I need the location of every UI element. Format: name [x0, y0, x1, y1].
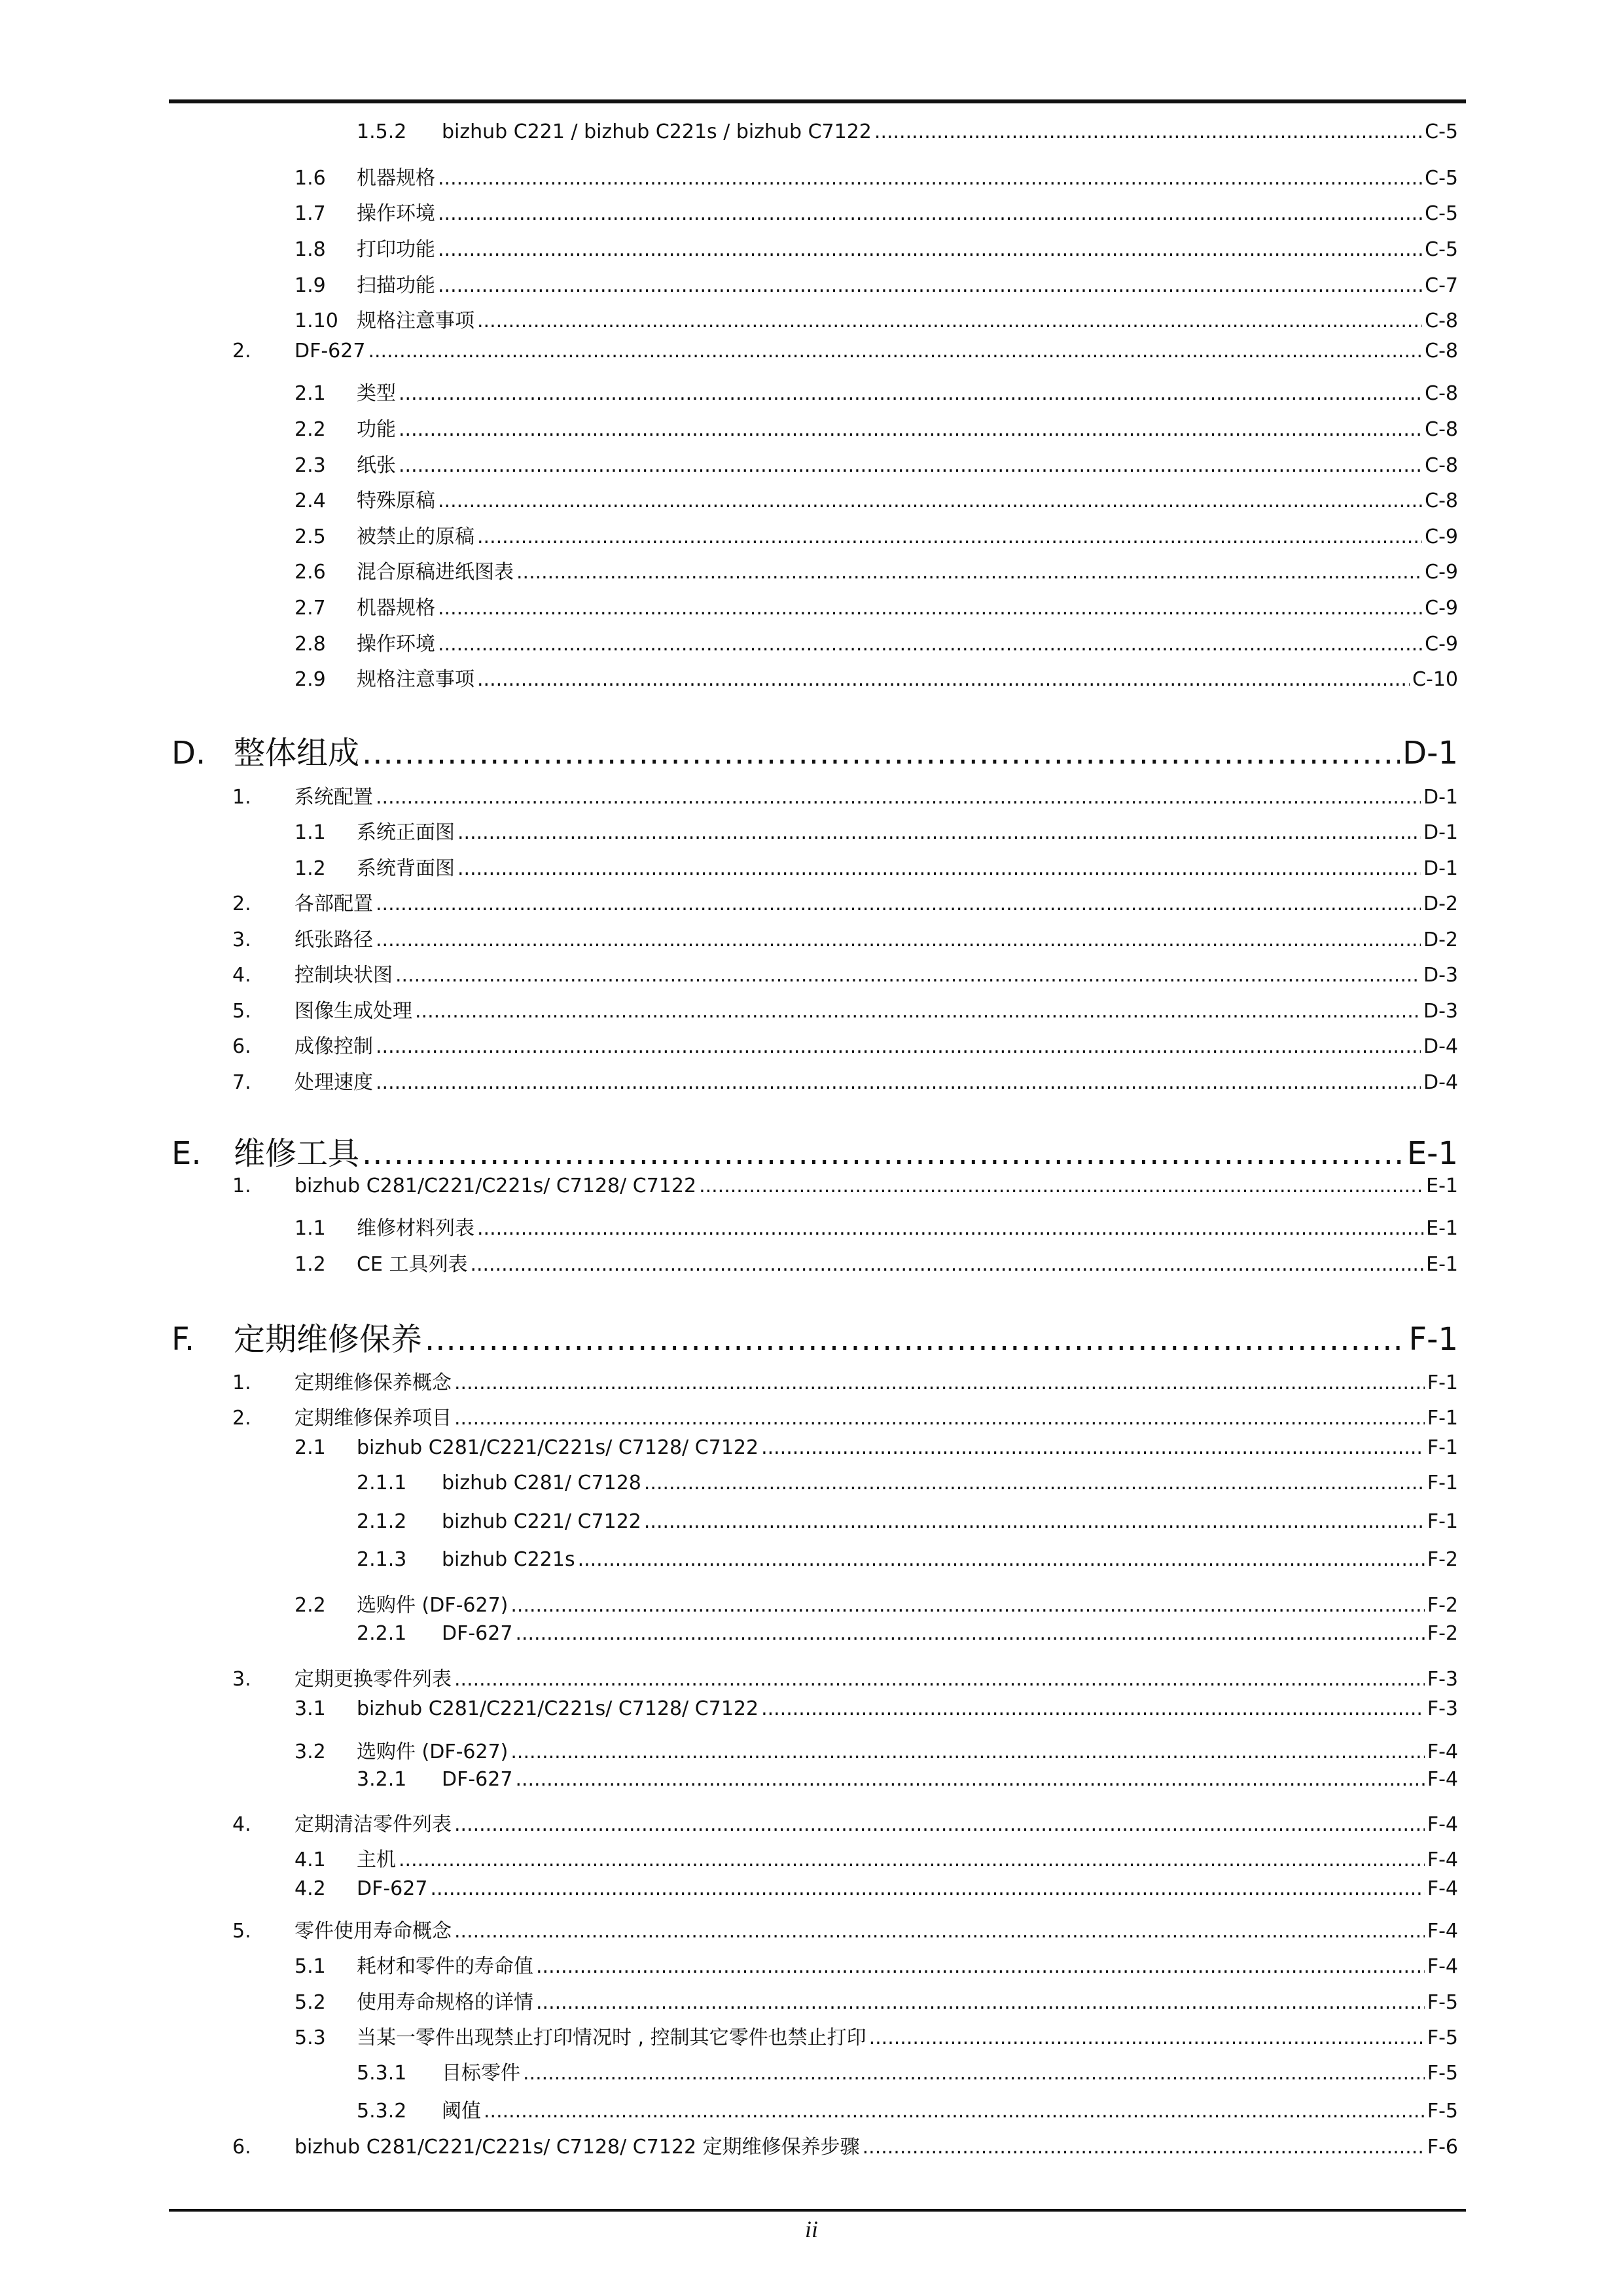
dot-leader: [362, 1135, 1404, 1172]
toc-entry[interactable]: [294, 1212, 1458, 1241]
dot-leader: [644, 1472, 1425, 1494]
toc-entry-page: C-7: [1425, 274, 1458, 297]
dot-leader: [761, 1436, 1425, 1459]
toc-entry[interactable]: [232, 1174, 1458, 1197]
toc-entry[interactable]: [232, 1808, 1458, 1837]
toc-entry-page: F-1: [1427, 1472, 1458, 1494]
toc-entry-title: bizhub C221 / bizhub C221s / bizhub C7122: [442, 120, 872, 143]
toc-entry-page: E-1: [1426, 1174, 1458, 1197]
toc-entry-title: 成像控制: [294, 1035, 373, 1058]
dot-leader: [376, 786, 1421, 809]
toc-entry-number: 7.: [232, 1071, 251, 1094]
toc-entry-page: F-4: [1427, 1848, 1458, 1871]
toc-entry-page: E-1: [1426, 1217, 1458, 1240]
toc-entry-number: 2.9: [294, 668, 326, 691]
toc-entry-page: F-1: [1427, 1510, 1458, 1533]
toc-entry[interactable]: [294, 520, 1458, 549]
toc-entry[interactable]: [294, 484, 1458, 513]
toc-entry-number: 6.: [232, 2136, 251, 2159]
toc-entry-title: 特殊原稿: [357, 489, 435, 512]
dot-leader: [438, 489, 1422, 512]
toc-entry-number: 2.: [232, 892, 251, 915]
dot-leader: [415, 1000, 1421, 1023]
toc-entry[interactable]: [357, 1510, 1458, 1533]
toc-entry-title: 定期维修保养概念: [294, 1371, 452, 1394]
toc-entry-number: 2.6: [294, 561, 326, 584]
dot-leader: [515, 1622, 1424, 1645]
dot-leader: [536, 1955, 1425, 1978]
toc-entry[interactable]: [294, 852, 1458, 881]
toc-entry-page: F-6: [1427, 2136, 1458, 2159]
toc-entry-number: 2.2: [294, 418, 326, 441]
toc-entry-number: 2.2: [294, 1594, 326, 1617]
toc-entry-title: 耗材和零件的寿命值: [357, 1955, 533, 1978]
toc-entry-page: C-9: [1425, 597, 1458, 620]
toc-entry-title: 操作环境: [357, 202, 435, 225]
toc-entry-title: 各部配置: [294, 892, 373, 915]
dot-leader: [438, 597, 1422, 620]
toc-entry[interactable]: [294, 1843, 1458, 1872]
dot-leader: [484, 2100, 1425, 2123]
toc-entry[interactable]: [294, 1436, 1458, 1459]
toc-entry-page: C-5: [1425, 202, 1458, 225]
toc-entry[interactable]: [294, 413, 1458, 442]
toc-entry[interactable]: [357, 2094, 1458, 2123]
toc-entry-number: 1.10: [294, 309, 338, 332]
toc-entry-title: bizhub C221s: [442, 1548, 575, 1571]
toc-chapter-title: 整体组成: [234, 735, 360, 771]
toc-entry[interactable]: [357, 120, 1458, 143]
toc-entry-number: 1.9: [294, 274, 326, 297]
dot-leader: [454, 1407, 1425, 1430]
toc-entry-title: 维修材料列表: [357, 1217, 474, 1240]
toc-entry-number: 3.2.1: [357, 1768, 407, 1791]
toc-entry-page: F-4: [1427, 1920, 1458, 1943]
toc-entry-page: D-1: [1423, 821, 1458, 844]
dot-leader: [874, 120, 1422, 143]
toc-entry-number: 1.6: [294, 167, 326, 190]
toc-entry-title: bizhub C281/C221/C221s/ C7128/ C7122: [294, 1174, 697, 1197]
dot-leader: [510, 1740, 1424, 1763]
dot-leader: [438, 274, 1422, 297]
toc-entry-page: C-8: [1425, 454, 1458, 477]
toc-entry[interactable]: [294, 1877, 1458, 1900]
toc-entry[interactable]: [294, 1986, 1458, 2015]
toc-entry-number: 2.: [232, 1407, 251, 1430]
toc-chapter-page: D-1: [1402, 735, 1458, 771]
dot-leader: [477, 1217, 1423, 1240]
dot-leader: [399, 1848, 1425, 1871]
toc-entry-number: 1.7: [294, 202, 326, 225]
dot-leader: [438, 202, 1422, 225]
toc-entry[interactable]: [294, 592, 1458, 620]
toc-entry[interactable]: [232, 1663, 1458, 1691]
toc-entry-page: F-5: [1427, 2062, 1458, 2085]
toc-entry[interactable]: [294, 377, 1458, 406]
toc-entry-title: DF-627: [442, 1622, 513, 1645]
toc-entry-title: 规格注意事项: [357, 668, 474, 691]
toc-entry[interactable]: [232, 995, 1458, 1023]
toc-entry-number: 5.3.2: [357, 2100, 407, 2123]
toc-entry-number: 2.1: [294, 382, 326, 405]
toc-entry[interactable]: [232, 2130, 1458, 2159]
toc-entry-page: C-8: [1425, 489, 1458, 512]
toc-entry-page: D-3: [1423, 1000, 1458, 1023]
toc-entry-number: 2.3: [294, 454, 326, 477]
toc-entry-title: bizhub C221/ C7122: [442, 1510, 641, 1533]
toc-entry[interactable]: [232, 923, 1458, 952]
toc-chapter-letter: F.: [171, 1321, 195, 1358]
toc-entry[interactable]: [294, 816, 1458, 845]
toc-entry-page: D-2: [1423, 928, 1458, 951]
toc-entry[interactable]: [232, 1030, 1458, 1059]
toc-entry-number: 1.: [232, 1371, 251, 1394]
dot-leader: [425, 1321, 1406, 1358]
dot-leader: [399, 382, 1422, 405]
toc-entry[interactable]: [294, 1248, 1458, 1277]
toc-entry-title: 纸张: [357, 454, 396, 477]
dot-leader: [362, 735, 1400, 771]
bottom-rule: [169, 2209, 1466, 2212]
toc-entry[interactable]: [232, 1915, 1458, 1943]
toc-entry-page: D-3: [1423, 964, 1458, 987]
dot-leader: [477, 525, 1422, 548]
dot-leader: [399, 454, 1422, 477]
dot-leader: [457, 821, 1421, 844]
dot-leader: [376, 928, 1421, 951]
toc-entry-number: 6.: [232, 1035, 251, 1058]
toc-entry-page: D-2: [1423, 892, 1458, 915]
toc-entry[interactable]: [232, 340, 1458, 362]
toc-entry-title: 阈值: [442, 2100, 481, 2123]
toc-entry-number: 5.: [232, 1000, 251, 1023]
dot-leader: [699, 1174, 1423, 1197]
toc-entry[interactable]: [294, 1735, 1458, 1764]
toc-entry-title: 功能: [357, 418, 396, 441]
toc-entry-title: 机器规格: [357, 597, 435, 620]
toc-entry-number: 2.2.1: [357, 1622, 407, 1645]
toc-entry-title: 使用寿命规格的详情: [357, 1991, 533, 2014]
toc-entry-number: 2.1.1: [357, 1472, 407, 1494]
toc-entry-title: 被禁止的原稿: [357, 525, 474, 548]
dot-leader: [438, 167, 1422, 190]
toc-entry-page: F-1: [1427, 1407, 1458, 1430]
toc-entry-page: F-5: [1427, 1991, 1458, 2014]
toc-entry-title: 系统背面图: [357, 857, 455, 880]
toc-entry[interactable]: [294, 2021, 1458, 2050]
toc-entry-number: 2.1.2: [357, 1510, 407, 1533]
toc-entry[interactable]: [294, 304, 1458, 333]
toc-entry-page: C-8: [1425, 382, 1458, 405]
dot-leader: [515, 1768, 1424, 1791]
toc-entry-page: F-5: [1427, 2026, 1458, 2049]
toc-entry-number: 4.: [232, 964, 251, 987]
toc-entry-number: 1.1: [294, 821, 326, 844]
dot-leader: [578, 1548, 1425, 1571]
toc-entry-page: F-1: [1427, 1436, 1458, 1459]
toc-chapter-e[interactable]: [171, 1128, 1458, 1173]
toc-entry-page: F-4: [1427, 1813, 1458, 1836]
toc-entry[interactable]: [294, 627, 1458, 656]
toc-entry-title: DF-627: [294, 340, 366, 362]
toc-entry-title: 规格注意事项: [357, 309, 474, 332]
toc-entry-number: 1.1: [294, 1217, 326, 1240]
dot-leader: [510, 1594, 1424, 1617]
dot-leader: [454, 1668, 1425, 1691]
dot-leader: [869, 2026, 1425, 2049]
toc-entry-title: 零件使用寿命概念: [294, 1920, 452, 1943]
toc-entry-number: 4.1: [294, 1848, 326, 1871]
toc-entry-title: 纸张路径: [294, 928, 373, 951]
toc-entry-title: 控制块状图: [294, 964, 393, 987]
toc-entry-number: 1.8: [294, 238, 326, 261]
toc-entry[interactable]: [357, 1548, 1458, 1571]
toc-entry[interactable]: [294, 233, 1458, 262]
dot-leader: [454, 1813, 1425, 1836]
toc-entry-title: 定期清洁零件列表: [294, 1813, 452, 1836]
dot-leader: [536, 1991, 1425, 2014]
toc-entry-number: 5.: [232, 1920, 251, 1943]
toc-entry[interactable]: [357, 1472, 1458, 1494]
toc-entry-number: 1.5.2: [357, 120, 407, 143]
dot-leader: [438, 238, 1422, 261]
toc-entry-number: 1.: [232, 1174, 251, 1197]
toc-entry-title: 当某一零件出现禁止打印情况时 , 控制其它零件也禁止打印: [357, 2026, 866, 2049]
toc-entry-number: 3.: [232, 928, 251, 951]
toc-entry-page: D-1: [1423, 857, 1458, 880]
dot-leader: [523, 2062, 1425, 2085]
toc-entry-page: F-2: [1427, 1548, 1458, 1571]
dot-leader: [376, 1035, 1421, 1058]
toc-entry-page: C-8: [1425, 418, 1458, 441]
toc-entry-page: F-1: [1427, 1371, 1458, 1394]
toc-entry-number: 2.: [232, 340, 251, 362]
toc-entry[interactable]: [232, 959, 1458, 987]
toc-entry-number: 2.4: [294, 489, 326, 512]
toc-entry-number: 1.2: [294, 857, 326, 880]
toc-entry[interactable]: [357, 1768, 1458, 1791]
toc-entry-title: bizhub C281/C221/C221s/ C7128/ C7122: [357, 1697, 759, 1720]
toc-entry-number: 5.1: [294, 1955, 326, 1978]
dot-leader: [430, 1877, 1424, 1900]
toc-entry-title: 系统配置: [294, 786, 373, 809]
toc-chapter-title: 定期维修保养: [234, 1321, 423, 1358]
toc-entry[interactable]: [294, 1589, 1458, 1617]
dot-leader: [470, 1253, 1423, 1276]
toc-entry-title: bizhub C281/ C7128: [442, 1472, 641, 1494]
dot-leader: [761, 1697, 1425, 1720]
toc-entry-page: C-5: [1425, 238, 1458, 261]
dot-leader: [395, 964, 1421, 987]
dot-leader: [477, 309, 1422, 332]
dot-leader: [438, 633, 1422, 656]
toc-entry[interactable]: [294, 269, 1458, 298]
dot-leader: [376, 1071, 1421, 1094]
dot-leader: [516, 561, 1422, 584]
dot-leader: [644, 1510, 1425, 1533]
toc-entry-number: 3.: [232, 1668, 251, 1691]
toc-entry-page: F-4: [1427, 1768, 1458, 1791]
toc-entry-page: F-4: [1427, 1877, 1458, 1900]
toc-entry-number: 2.1.3: [357, 1548, 407, 1571]
dot-leader: [863, 2136, 1425, 2159]
toc-entry-number: 2.7: [294, 597, 326, 620]
toc-entry[interactable]: [294, 197, 1458, 226]
toc-entry-number: 2.8: [294, 633, 326, 656]
toc-entry-number: 1.2: [294, 1253, 326, 1276]
toc-entry-title: 选购件 (DF-627): [357, 1740, 508, 1763]
toc-entry-number: 5.2: [294, 1991, 326, 2014]
toc-entry-title: 扫描功能: [357, 274, 435, 297]
dot-leader: [454, 1920, 1425, 1943]
toc-entry-title: 主机: [357, 1848, 396, 1871]
toc-entry-title: 打印功能: [357, 238, 435, 261]
toc-entry-page: C-9: [1425, 633, 1458, 656]
toc-entry-page: F-4: [1427, 1740, 1458, 1763]
dot-leader: [368, 340, 1422, 362]
toc-entry-title: CE 工具列表: [357, 1253, 468, 1276]
toc-entry-page: D-1: [1423, 786, 1458, 809]
toc-chapter-letter: D.: [171, 735, 206, 771]
toc-chapter-f[interactable]: [171, 1314, 1458, 1359]
toc-entry-title: 机器规格: [357, 167, 435, 190]
toc-entry-title: bizhub C281/C221/C221s/ C7128/ C7122: [357, 1436, 759, 1459]
toc-entry-page: F-3: [1427, 1668, 1458, 1691]
toc-entry[interactable]: [232, 1366, 1458, 1395]
toc-entry-page: F-2: [1427, 1622, 1458, 1645]
toc-entry-title: 定期更换零件列表: [294, 1668, 452, 1691]
toc-entry-page: F-3: [1427, 1697, 1458, 1720]
toc-entry-page: C-10: [1412, 668, 1458, 691]
toc-entry-number: 1.: [232, 786, 251, 809]
toc-entry-title: 选购件 (DF-627): [357, 1594, 508, 1617]
toc-entry-number: 2.1: [294, 1436, 326, 1459]
toc-entry-page: C-8: [1425, 309, 1458, 332]
toc-entry[interactable]: [232, 781, 1458, 809]
toc-entry-title: DF-627: [442, 1768, 513, 1791]
top-rule: [169, 99, 1466, 103]
toc-entry-number: 4.: [232, 1813, 251, 1836]
toc-entry-title: 混合原稿进纸图表: [357, 561, 514, 584]
toc-entry-number: 2.5: [294, 525, 326, 548]
toc-entry-number: 4.2: [294, 1877, 326, 1900]
toc-entry[interactable]: [357, 1622, 1458, 1645]
toc-entry-title: 类型: [357, 382, 396, 405]
toc-entry-page: C-5: [1425, 120, 1458, 143]
toc-chapter-letter: E.: [171, 1135, 202, 1172]
dot-leader: [454, 1371, 1425, 1394]
toc-entry-page: E-1: [1426, 1253, 1458, 1276]
toc-entry-page: C-9: [1425, 525, 1458, 548]
toc-entry[interactable]: [294, 162, 1458, 190]
toc-entry[interactable]: [294, 1950, 1458, 1979]
toc-entry-page: F-5: [1427, 2100, 1458, 2123]
toc-entry-page: D-4: [1423, 1071, 1458, 1094]
toc-entry[interactable]: [357, 2057, 1458, 2085]
toc-entry-title: 操作环境: [357, 633, 435, 656]
toc-entry[interactable]: [232, 1402, 1458, 1430]
toc-entry-title: 目标零件: [442, 2062, 520, 2085]
toc-entry-title: DF-627: [357, 1877, 428, 1900]
toc-entry-page: C-9: [1425, 561, 1458, 584]
toc-entry-page: F-2: [1427, 1594, 1458, 1617]
toc-chapter-d[interactable]: [171, 728, 1458, 773]
dot-leader: [376, 892, 1421, 915]
toc-chapter-page: E-1: [1406, 1135, 1458, 1172]
toc-entry-number: 3.2: [294, 1740, 326, 1763]
toc-entry-page: D-4: [1423, 1035, 1458, 1058]
toc-chapter-page: F-1: [1408, 1321, 1458, 1358]
toc-entry-number: 5.3: [294, 2026, 326, 2049]
page-number: ii: [804, 2216, 818, 2242]
toc-entry-page: C-5: [1425, 167, 1458, 190]
toc-entry[interactable]: [232, 887, 1458, 916]
toc-entry[interactable]: [232, 1066, 1458, 1095]
toc-entry-title: bizhub C281/C221/C221s/ C7128/ C7122 定期维修保养步骤: [294, 2136, 860, 2159]
toc-entry[interactable]: [294, 663, 1458, 692]
toc-entry-title: 系统正面图: [357, 821, 455, 844]
dot-leader: [399, 418, 1422, 441]
toc-entry-number: 5.3.1: [357, 2062, 407, 2085]
dot-leader: [457, 857, 1421, 880]
toc-entry[interactable]: [294, 556, 1458, 584]
toc-entry[interactable]: [294, 1697, 1458, 1720]
dot-leader: [477, 668, 1410, 691]
toc-entry-title: 图像生成处理: [294, 1000, 412, 1023]
toc-entry[interactable]: [294, 449, 1458, 478]
toc-chapter-title: 维修工具: [234, 1135, 360, 1172]
toc-entry-page: F-4: [1427, 1955, 1458, 1978]
toc-entry-title: 处理速度: [294, 1071, 373, 1094]
toc-entry-title: 定期维修保养项目: [294, 1407, 452, 1430]
toc-entry-number: 3.1: [294, 1697, 326, 1720]
toc-entry-page: C-8: [1425, 340, 1458, 362]
